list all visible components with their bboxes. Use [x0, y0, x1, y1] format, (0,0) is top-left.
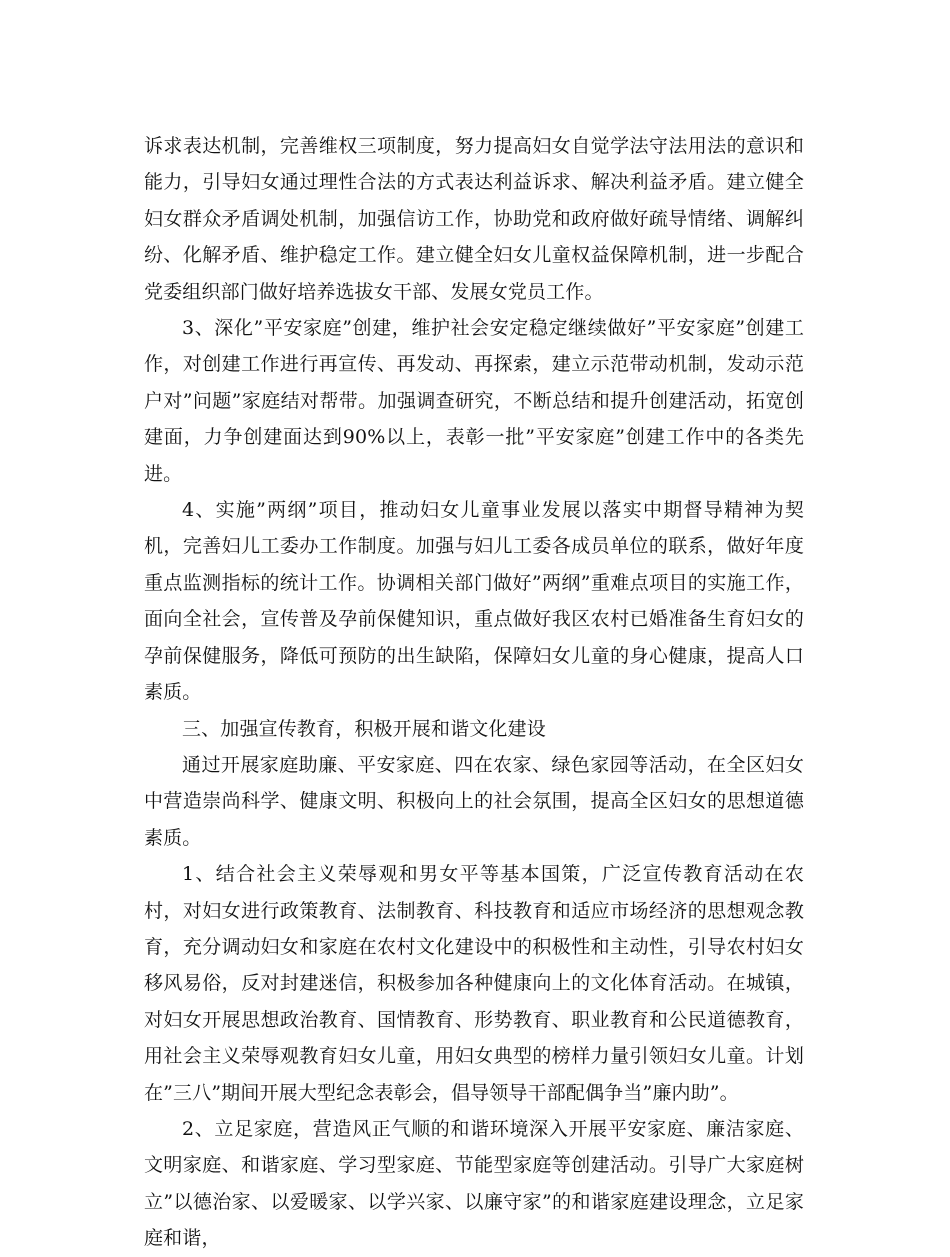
paragraph-rights-mechanism: 诉求表达机制，完善维权三项制度，努力提高妇女自觉学法守法用法的意识和能力，引导妇女通过理性合法的方式表达利益诉求、解决利益矛盾。建立健全妇女群众矛盾调处机制，加强信访工作，协助党和政府做好疏导情绪、调解纠纷、化解矛盾、维护稳定工作。建立健全妇女儿童权益保障机制，进一步配合党委组织部门做好培养选拔女干部、发展女党员工作。	[144, 135, 804, 303]
section-heading-education: 三、加强宣传教育，积极开展和谐文化建设	[182, 717, 546, 740]
paragraph-family-harmony: 2、立足家庭，营造风正气顺的和谐环境深入开展平安家庭、廉洁家庭、文明家庭、和谐家庭、学习型家庭、节能型家庭等创建活动。引导广大家庭树立”以德治家、以爱暖家、以学兴家、以廉守家”的和谐家庭建设理念，立足家庭和谐，	[144, 1117, 804, 1250]
paragraph-two-outlines: 4、实施”两纲”项目，推动妇女儿童事业发展以落实中期督导精神为契机，完善妇儿工委办工作制度。加强与妇儿工委各成员单位的联系，做好年度重点监测指标的统计工作。协调相关部门做好”两纲”重难点项目的实施工作，面向全社会，宣传普及孕前保健知识，重点做好我区农村已婚准备生育妇女的孕前保健服务，降低可预防的出生缺陷，保障妇女儿童的身心健康，提高人口素质。	[144, 499, 804, 704]
paragraph-safe-family: 3、深化”平安家庭”创建，维护社会安定稳定继续做好”平安家庭”创建工作，对创建工作进行再宣传、再发动、再探索，建立示范带动机制，发动示范户对”问题”家庭结对帮带。加强调查研究，不断总结和提升创建活动，拓宽创建面，力争创建面达到90%以上，表彰一批”平安家庭”创建工作中的各类先进。	[144, 317, 804, 485]
paragraph-honor-disgrace: 1、结合社会主义荣辱观和男女平等基本国策，广泛宣传教育活动在农村，对妇女进行政策教育、法制教育、科技教育和适应市场经济的思想观念教育，充分调动妇女和家庭在农村文化建设中的积极性和主动性，引导农村妇女移风易俗，反对封建迷信，积极参加各种健康向上的文化体育活动。在城镇，对妇女开展思想政治教育、国情教育、形势教育、职业教育和公民道德教育，用社会主义荣辱观教育妇女儿童，用妇女典型的榜样力量引领妇女儿童。计划在”三八”期间开展大型纪念表彰会，倡导领导干部配偶争当”廉内助”。	[144, 863, 804, 1104]
paragraph-education-intro: 通过开展家庭助廉、平安家庭、四在农家、绿色家园等活动，在全区妇女中营造崇尚科学、健康文明、积极向上的社会氛围，提高全区妇女的思想道德素质。	[144, 753, 804, 849]
document-body	[144, 128, 804, 1257]
